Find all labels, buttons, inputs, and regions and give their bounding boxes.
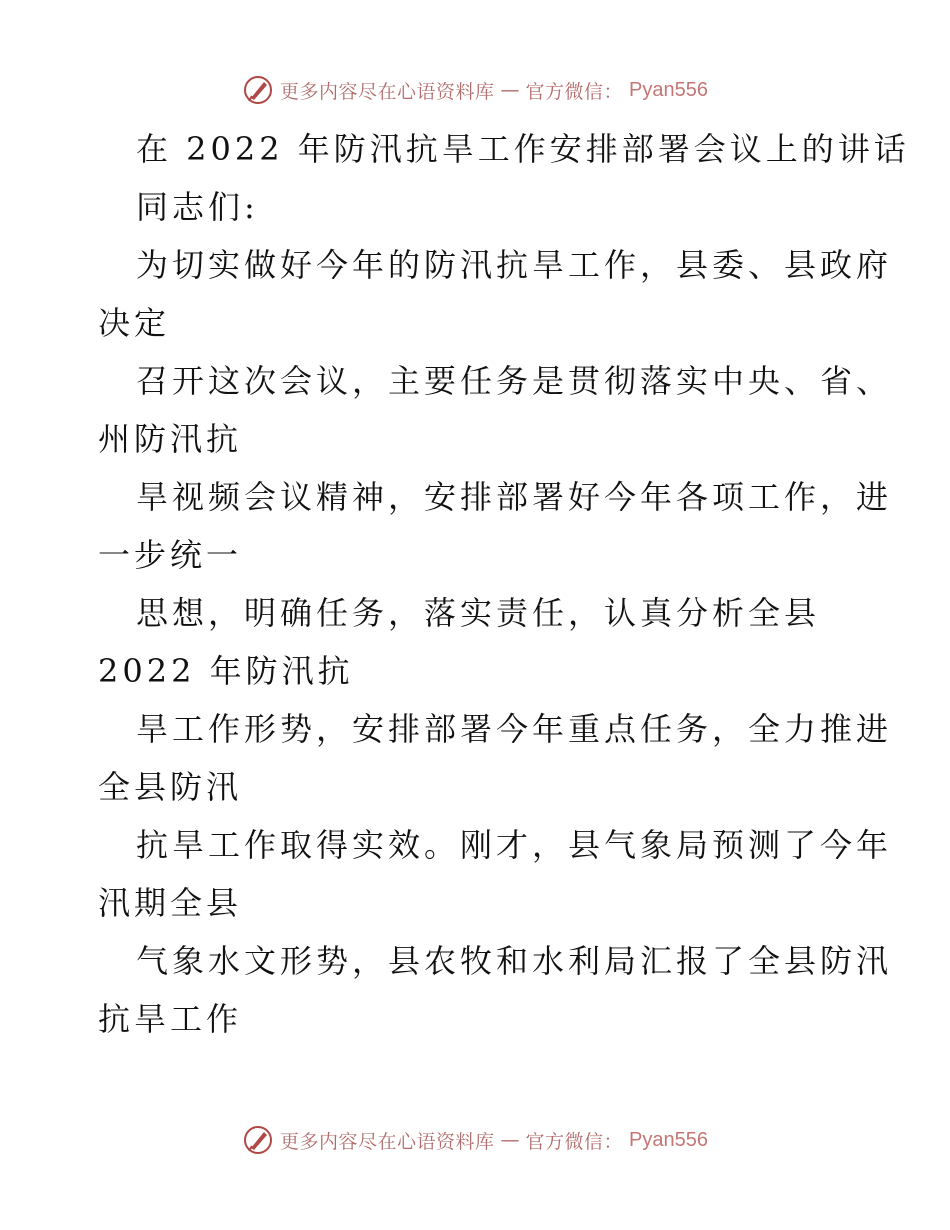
paragraph-line: 旱工作形势，安排部署今年重点任务，全力推进 xyxy=(136,710,893,748)
paragraph-line: 2022 年防汛抗 xyxy=(98,652,354,690)
watermark-site-text: 更多内容尽在心语资料库 xyxy=(280,1130,495,1153)
document-body xyxy=(98,120,910,1048)
watermark-wechat-label: 官方微信： xyxy=(525,80,624,103)
watermark-separator: — xyxy=(500,1129,520,1151)
header-watermark xyxy=(0,70,950,110)
paragraph-line: 召开这次会议，主要任务是贯彻落实中央、省、 xyxy=(136,362,893,400)
watermark-wechat-id: Pyan556 xyxy=(629,1128,708,1151)
paragraph-line: 思想，明确任务，落实责任，认真分析全县 xyxy=(136,594,821,632)
quill-logo-icon xyxy=(242,74,274,106)
paragraph-line: 决定 xyxy=(98,304,171,342)
watermark-site-text: 更多内容尽在心语资料库 xyxy=(280,80,495,103)
quill-logo-icon xyxy=(242,1124,274,1156)
paragraph-line: 汛期全县 xyxy=(98,884,243,922)
paragraph-line: 一步统一 xyxy=(98,536,243,574)
paragraph-line: 州防汛抗 xyxy=(98,420,243,458)
paragraph-line: 气象水文形势，县农牧和水利局汇报了全县防汛 xyxy=(136,942,893,980)
paragraph-line: 为切实做好今年的防汛抗旱工作，县委、县政府 xyxy=(136,246,893,284)
paragraph-line: 抗旱工作 xyxy=(98,1000,243,1038)
paragraph-line: 旱视频会议精神，安排部署好今年各项工作，进 xyxy=(136,478,893,516)
paragraph-line: 抗旱工作取得实效。刚才，县气象局预测了今年 xyxy=(136,826,893,864)
footer-watermark xyxy=(0,1120,950,1160)
watermark-separator: — xyxy=(500,79,520,101)
salutation: 同志们: xyxy=(136,188,259,226)
paragraph-line: 全县防汛 xyxy=(98,768,243,806)
watermark-wechat-label: 官方微信： xyxy=(525,1130,624,1153)
document-title: 在 2022 年防汛抗旱工作安排部署会议上的讲话 xyxy=(136,130,910,168)
watermark-wechat-id: Pyan556 xyxy=(629,78,708,101)
